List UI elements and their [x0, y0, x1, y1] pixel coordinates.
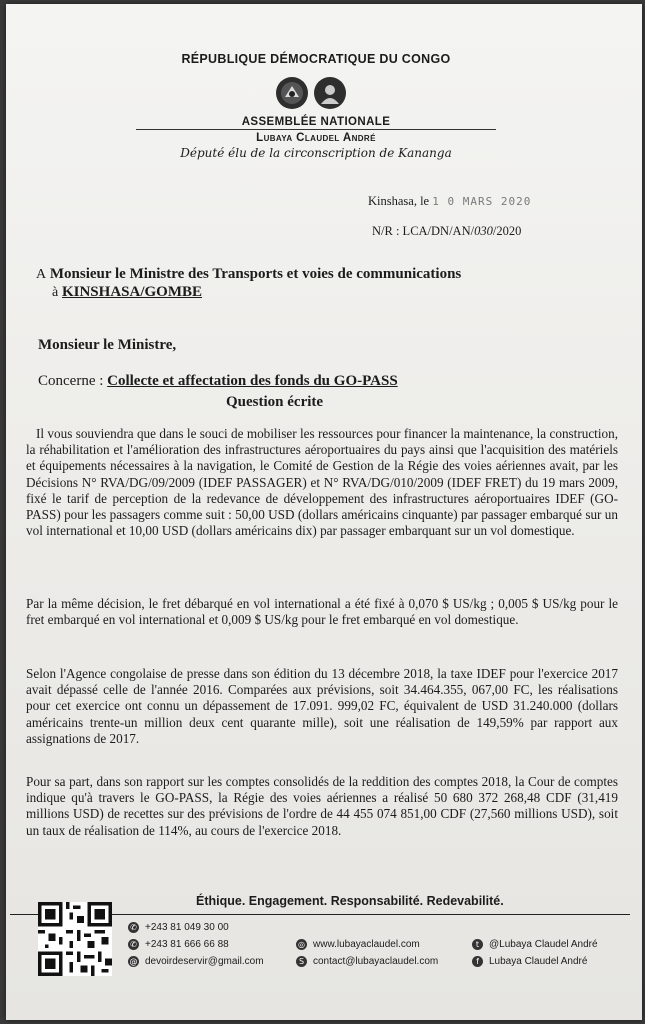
- addressee-prefix: A: [36, 267, 47, 282]
- paragraph: Pour sa part, dans son rapport sur les comptes consolidés de la reddition des comptes 2018, la Cour de comptes indique qu'à travers le GO-PASS, la Régie des voies aériennes a réalisé 50 680 372 268,48 CDF (31,419 millions USD) de recettes sur des prévisions de l'ordre de 44 455 074 851,00 CDF (27,560 millions USD), soit un taux de réalisation de 114%, au cours de l'exercice 2018.: [26, 774, 618, 838]
- salutation: Monsieur le Ministre,: [38, 337, 177, 353]
- addressee-place-prefix: à: [52, 285, 59, 300]
- subject-title: Collecte et affectation des fonds du GO-PASS: [107, 373, 398, 389]
- phone-icon: ✆: [128, 922, 139, 933]
- whatsapp-icon: ✆: [128, 939, 139, 950]
- footer-facebook: [472, 956, 587, 967]
- contact-email: contact@lubayaclaudel.com: [313, 956, 439, 967]
- email: devoirdeservir@gmail.com: [145, 956, 264, 967]
- addressee-name: Monsieur le Ministre des Transports et voies de communications: [49, 266, 462, 282]
- website: www.lubayaclaudel.com: [313, 939, 420, 950]
- skype-icon: S: [296, 956, 307, 967]
- footer-email: [128, 956, 264, 967]
- paragraph: Par la même décision, le fret débarqué en vol international a été fixé à 0,070 $ US/kg ; 0,005 $ US/kg pour le fret embarqué en vol international et 0,009 $ US/kg pour le fret embarqué en vol domestique.: [26, 596, 618, 628]
- subject-label: Concerne :: [38, 373, 104, 389]
- subject-line: [38, 373, 398, 390]
- addressee-place: KINSHASA/GOMBE: [61, 284, 202, 300]
- footer-motto: Éthique. Engagement. Responsabilité. Redevabilité.: [196, 894, 504, 908]
- paragraph: Il vous souviendra que dans le souci de mobiliser les ressources pour financer la maintenance, la construction, la réhabilitation et l'amélioration des infrastructures aéroportuaires du pays ainsi que l'acquisition des matériels et équipements nécessaires à la navigation, le Comité de Gestion de la Régie des voies aériennes avait, par les Décisions N° RVA/DG/09/2009 (IDEF PASSAGER) et N° RVA/DG/010/2009 (IDEF FRET) du 19 mars 2009, fixé le tarif de perception de la redevance de développement des infrastructures aéroportuaires IDEF (GO-PASS) pour les passagers comme suit : 50,00 USD (dollars américains cinquante) par passager embarqué sur un vol international et 10,00 USD (dollars américains dix) par passager embarquant sur un vol domestique.: [26, 426, 618, 539]
- mail-icon: @: [129, 957, 138, 966]
- globe-icon: ◎: [296, 939, 307, 950]
- deputy-name: Lubaya Claudel André: [256, 132, 376, 144]
- date-stamp: 1 0 MARS 2020: [432, 195, 532, 208]
- ref-number: 030: [474, 224, 493, 238]
- phone-2: +243 81 666 66 88: [145, 939, 229, 950]
- letter-reference: [372, 224, 521, 239]
- ref-suffix: /2020: [492, 224, 522, 238]
- header-divider: [136, 129, 496, 130]
- ref-prefix: N/R : LCA/DN/AN/: [372, 224, 475, 238]
- footer-twitter: [472, 939, 598, 950]
- letter-date: [368, 194, 531, 209]
- date-label: Kinshasa, le: [368, 194, 430, 208]
- phone-1: +243 81 049 30 00: [145, 922, 229, 933]
- assembly-heading: ASSEMBLÉE NATIONALE: [241, 116, 391, 128]
- footer-contact: [296, 956, 438, 967]
- letter-page: [6, 4, 642, 1020]
- addressee-location: [52, 284, 202, 301]
- republic-heading: RÉPUBLIQUE DÉMOCRATIQUE DU CONGO: [181, 52, 451, 66]
- paragraph: Selon l'Agence congolaise de presse dans son édition du 13 décembre 2018, la taxe IDEF pour l'exercice 2017 avait dépassé celle de l'année 2016. Comparées aux prévisions, soit 34.464.355, 067,00 FC, les réalisations pour cet exercice ont connu un dépassement de 17.091. 999,02 FC, équivalent de USD 31.240.000 (dollars américains trente-un million deux cent quarante mille), soit une réalisation de 149,59% par rapport aux assignations de 2017.: [26, 666, 618, 746]
- facebook-icon: f: [472, 956, 483, 967]
- subject-subtitle: Question écrite: [226, 394, 324, 410]
- addressee: [36, 266, 461, 283]
- twitter-handle: @Lubaya Claudel André: [489, 939, 598, 950]
- footer-phone-2: [128, 939, 229, 950]
- emblems: [271, 74, 351, 112]
- facebook-name: Lubaya Claudel André: [489, 956, 588, 967]
- twitter-icon: t: [472, 939, 483, 950]
- deputy-title: Député élu de la circonscription de Kananga: [180, 146, 452, 160]
- footer-website: [296, 939, 420, 950]
- portrait-icon: [314, 77, 346, 109]
- coat-of-arms-icon: [276, 77, 308, 109]
- qr-code-icon: [38, 902, 112, 976]
- footer-phone-1: [128, 922, 229, 933]
